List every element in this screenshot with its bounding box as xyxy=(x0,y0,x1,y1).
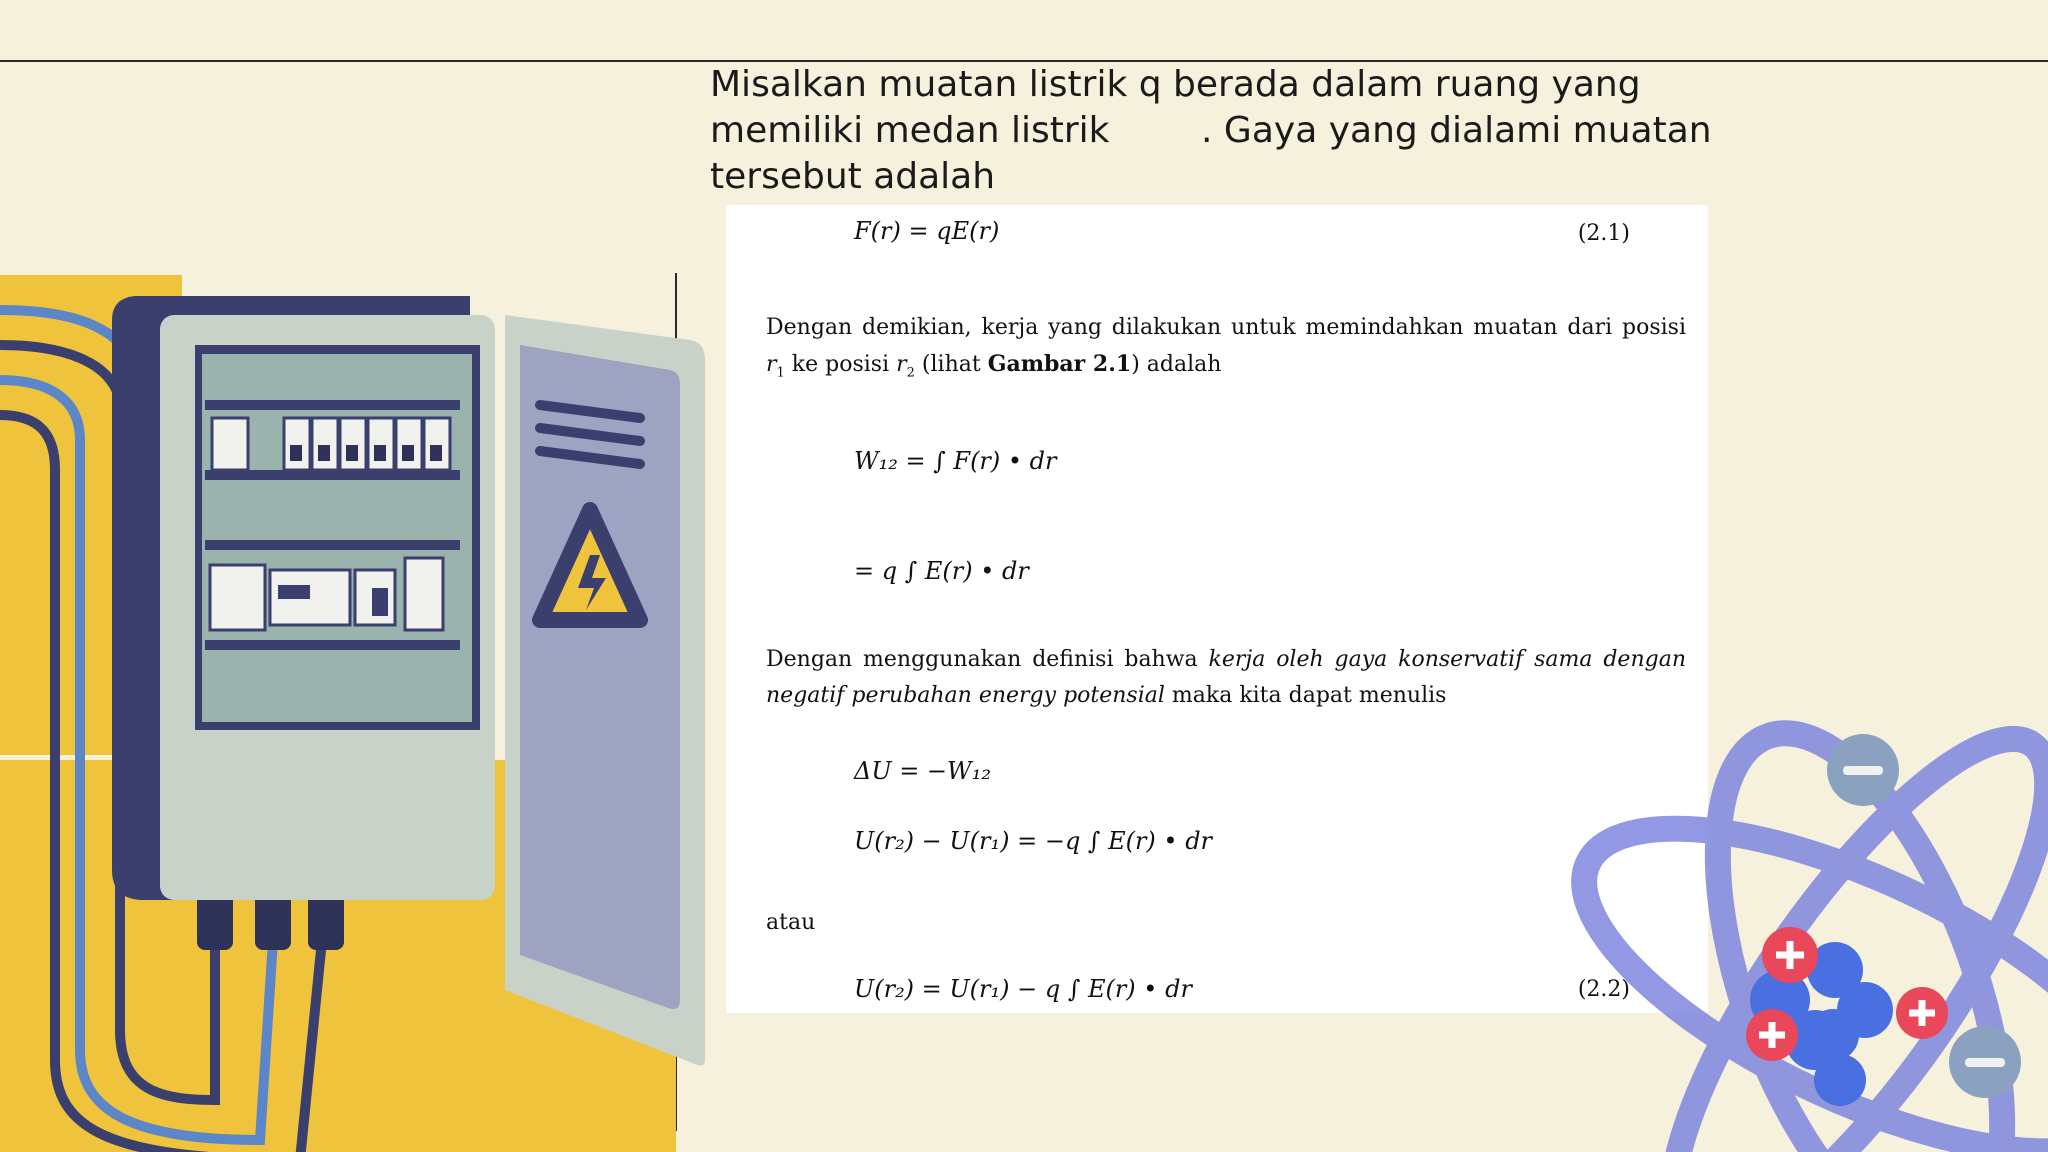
equation-q-integral: = q ∫ E(r) • dr xyxy=(854,557,1029,585)
figure-reference: Gambar 2.1 xyxy=(987,351,1132,377)
paragraph-1: Dengan demikian, kerja yang dilakukan untuk memindahkan muatan dari posisi $r_1$ ke posisi $r_2$ (lihat Gambar 2.1) adalah xyxy=(766,315,1686,381)
headline-text xyxy=(710,62,1712,200)
equation-2-2: U(r₂) = U(r₁) − q ∫ E(r) • dr xyxy=(854,975,1192,1003)
para1-text-a: Dengan demikian, kerja yang dilakukan untuk memindahkan muatan dari posisi xyxy=(766,315,1686,340)
para1-text-b: ke posisi xyxy=(784,352,897,377)
para2-text-a: Dengan menggunakan definisi bahwa xyxy=(766,647,1209,672)
atau-text: atau xyxy=(766,910,816,935)
para1-text-d: ) adalah xyxy=(1131,352,1222,377)
equation-number-2-2: (2.2) xyxy=(1577,977,1630,1002)
equation-w12: W₁₂ = ∫ F(r) • dr xyxy=(854,447,1057,475)
atom-illustration xyxy=(1560,660,2048,1152)
equation-number-2-1: (2.1) xyxy=(1577,221,1630,246)
headline-line-1: Misalkan muatan listrik q berada dalam ruang yang xyxy=(710,64,1641,105)
para2-italic: kerja oleh gaya konservatif sama dengan negatif perubahan energy potensial xyxy=(766,647,1686,708)
equation-u-difference: U(r₂) − U(r₁) = −q ∫ E(r) • dr xyxy=(854,827,1213,855)
headline-line-2: memiliki medan listrik . Gaya yang dialami muatan xyxy=(710,110,1712,151)
vector-r1: r xyxy=(766,352,777,377)
equation-2-1: F(r) = qE(r) xyxy=(854,217,1000,245)
para1-text-c: (lihat xyxy=(914,352,988,377)
para2-text-b: maka kita dapat menulis xyxy=(1164,683,1447,708)
equation-delta-u: ΔU = −W₁₂ xyxy=(854,757,991,785)
paragraph-2 xyxy=(766,642,1686,714)
electrical-panel-illustration xyxy=(0,270,720,1152)
headline-line-3: tersebut adalah xyxy=(710,156,996,197)
vector-r2: r xyxy=(896,352,907,377)
